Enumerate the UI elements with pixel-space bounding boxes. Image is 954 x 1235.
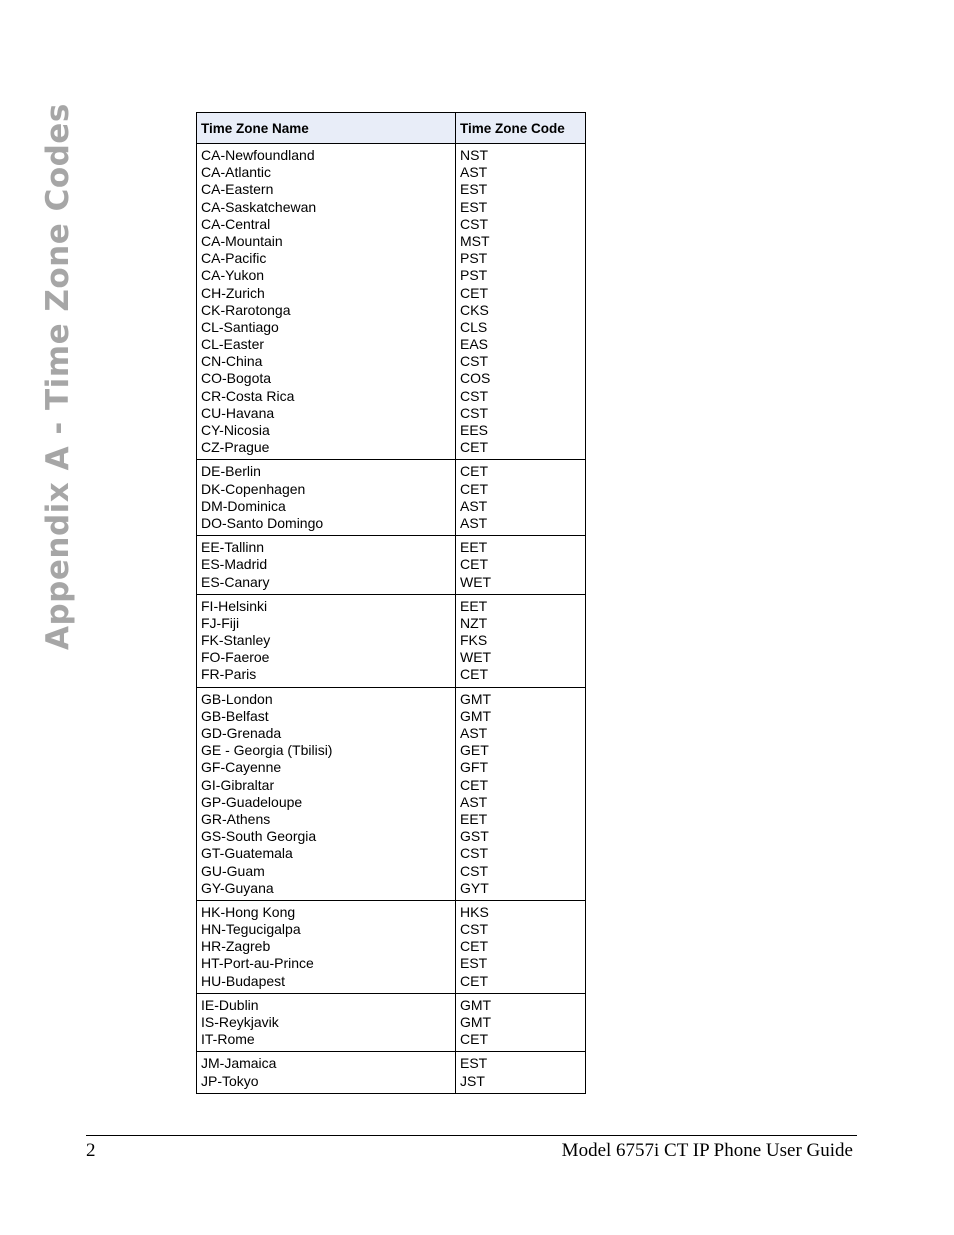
guide-title: Model 6757i CT IP Phone User Guide: [561, 1140, 853, 1161]
time-zone-code: HKS: [460, 903, 489, 920]
time-zone-code: EET: [460, 810, 488, 827]
time-zone-code: CST: [460, 921, 488, 938]
time-zone-code: CST: [460, 862, 488, 879]
time-zone-name: IT-Rome: [201, 1031, 255, 1048]
time-zone-code: PST: [460, 250, 488, 267]
time-zone-name: GE - Georgia (Tbilisi): [201, 742, 333, 759]
time-zone-code: PST: [460, 267, 488, 284]
time-zone-name: GS-South Georgia: [201, 828, 317, 845]
time-zone-name: IE-Dublin: [201, 996, 259, 1013]
time-zone-code: CET: [460, 439, 488, 456]
time-zone-code: GMT: [460, 707, 492, 724]
time-zone-code-cell: [456, 900, 586, 993]
time-zone-name: GF-Cayenne: [201, 759, 282, 776]
table-row: [197, 900, 586, 993]
time-zone-code-cell: [456, 460, 586, 536]
table-header-row: [197, 113, 586, 144]
time-zone-name-cell: [197, 1052, 456, 1093]
time-zone-name: CH-Zurich: [201, 284, 265, 301]
time-zone-code: EST: [460, 198, 488, 215]
time-zone-code-cell: [456, 1052, 586, 1093]
time-zone-name: JM-Jamaica: [201, 1055, 277, 1072]
time-zone-code: CET: [460, 776, 488, 793]
time-zone-name: IS-Reykjavik: [201, 1014, 279, 1030]
time-zone-code: GST: [460, 828, 489, 845]
time-zone-code: JST: [460, 1072, 485, 1089]
time-zone-name: HT-Port-au-Prince: [201, 955, 314, 972]
table-row: [197, 1052, 586, 1093]
time-zone-name: EE-Tallinn: [201, 539, 265, 556]
time-zone-name: GB-London: [201, 690, 273, 707]
time-zone-name-cell: [197, 460, 456, 536]
table-row: [197, 144, 586, 460]
time-zone-code: AST: [460, 497, 488, 514]
time-zone-name: CN-China: [201, 353, 263, 370]
time-zone-name: CA-Pacific: [201, 250, 267, 267]
table-row: [197, 460, 586, 536]
time-zone-code: CET: [460, 556, 488, 573]
header-time-zone-code: Time Zone Code: [456, 113, 586, 144]
time-zone-code: CLS: [460, 318, 488, 335]
time-zone-code: EET: [460, 597, 488, 614]
time-zone-name-cell: [197, 144, 456, 460]
time-zone-code: GMT: [460, 1014, 492, 1030]
time-zone-code: GMT: [460, 996, 492, 1013]
appendix-side-title: [38, 103, 78, 650]
time-zone-code: AST: [460, 514, 488, 531]
time-zone-name: CR-Costa Rica: [201, 387, 295, 404]
time-zone-name: FI-Helsinki: [201, 597, 268, 614]
time-zone-name: HN-Tegucigalpa: [201, 921, 301, 938]
time-zone-code: EET: [460, 539, 488, 556]
time-zone-name: CA-Atlantic: [201, 164, 272, 181]
time-zone-code: EES: [460, 422, 489, 438]
time-zone-code: AST: [460, 725, 488, 741]
time-zone-name: FR-Paris: [201, 666, 257, 683]
time-zone-name: GT-Guatemala: [201, 845, 293, 862]
time-zone-name: CK-Rarotonga: [201, 301, 291, 318]
time-zone-code: CET: [460, 1031, 488, 1048]
time-zone-code: EST: [460, 1055, 488, 1072]
header-time-zone-name: Time Zone Name: [197, 113, 456, 144]
time-zone-name: CA-Eastern: [201, 181, 274, 198]
time-zone-code: CST: [460, 387, 488, 404]
time-zone-code-cell: [456, 536, 586, 595]
time-zone-name-cell: [197, 594, 456, 687]
time-zone-name: GB-Belfast: [201, 707, 269, 724]
time-zone-name-cell: [197, 900, 456, 993]
time-zone-name: GU-Guam: [201, 862, 265, 879]
time-zone-code: CKS: [460, 301, 489, 318]
time-zone-code: AST: [460, 793, 488, 810]
time-zone-code: GFT: [460, 759, 488, 776]
time-zone-code: CST: [460, 845, 488, 862]
time-zone-name-cell: [197, 993, 456, 1052]
time-zone-code: COS: [460, 370, 491, 387]
time-zone-code: EAS: [460, 336, 489, 353]
time-zone-code: FKS: [460, 632, 488, 649]
table-row: [197, 687, 586, 900]
time-zone-name: HR-Zagreb: [201, 938, 271, 955]
time-zone-name: GY-Guyana: [201, 879, 274, 896]
time-zone-code: CET: [460, 480, 488, 497]
time-zone-code-cell: [456, 594, 586, 687]
time-zone-code: MST: [460, 232, 490, 249]
time-zone-name-cell: [197, 536, 456, 595]
table-row: [197, 993, 586, 1052]
time-zone-code: AST: [460, 164, 488, 181]
time-zone-code: GET: [460, 742, 489, 759]
time-zone-name: GP-Guadeloupe: [201, 793, 303, 810]
time-zone-name-cell: [197, 687, 456, 900]
time-zone-code: CET: [460, 666, 488, 683]
time-zone-code: WET: [460, 649, 492, 666]
time-zone-name: CY-Nicosia: [201, 422, 270, 438]
time-zone-name: ES-Canary: [201, 573, 270, 590]
time-zone-name: FJ-Fiji: [201, 614, 240, 631]
time-zone-name: CU-Havana: [201, 404, 275, 421]
time-zone-name: FK-Stanley: [201, 632, 271, 649]
time-zone-name: CZ-Prague: [201, 439, 270, 456]
time-zone-code: NZT: [460, 614, 488, 631]
time-zone-name: CA-Mountain: [201, 232, 283, 249]
time-zone-name: CA-Newfoundland: [201, 147, 315, 163]
time-zone-code: NST: [460, 147, 488, 163]
time-zone-name: CA-Saskatchewan: [201, 198, 317, 215]
time-zone-name: GD-Grenada: [201, 725, 282, 741]
time-zone-code: GMT: [460, 690, 492, 707]
time-zone-name: DM-Dominica: [201, 497, 286, 514]
time-zone-code: CET: [460, 284, 488, 301]
time-zone-code: CET: [460, 972, 488, 989]
time-zone-name: CL-Easter: [201, 336, 265, 353]
time-zone-name: CA-Yukon: [201, 267, 265, 284]
appendix-side-title-text: Appendix A - Time Zone Codes: [40, 103, 76, 650]
time-zone-code: CST: [460, 215, 488, 232]
time-zone-name: FO-Faeroe: [201, 649, 270, 666]
table-row: [197, 594, 586, 687]
time-zone-name: GI-Gibraltar: [201, 776, 275, 793]
page-number: 2: [86, 1140, 96, 1161]
time-zone-code-cell: [456, 993, 586, 1052]
table-row: [197, 536, 586, 595]
time-zone-code: GYT: [460, 879, 489, 896]
time-zone-code: WET: [460, 573, 492, 590]
time-zone-code: CET: [460, 463, 488, 480]
footer-rule: [86, 1135, 857, 1136]
time-zone-name: CA-Central: [201, 215, 271, 232]
time-zone-name: DK-Copenhagen: [201, 480, 306, 497]
time-zone-code: CET: [460, 938, 488, 955]
time-zone-code: EST: [460, 955, 488, 972]
time-zone-name: DO-Santo Domingo: [201, 514, 324, 531]
time-zone-code: CST: [460, 353, 488, 370]
time-zone-name: CL-Santiago: [201, 318, 279, 335]
time-zone-code: EST: [460, 181, 488, 198]
time-zone-name: HU-Budapest: [201, 972, 286, 989]
time-zone-name: ES-Madrid: [201, 556, 268, 573]
time-zone-name: CO-Bogota: [201, 370, 272, 387]
time-zone-name: GR-Athens: [201, 810, 271, 827]
time-zone-code-cell: [456, 144, 586, 460]
time-zone-code: CST: [460, 404, 488, 421]
time-zone-table-body: [197, 144, 586, 1094]
time-zone-table: [196, 112, 586, 1094]
time-zone-name: DE-Berlin: [201, 463, 261, 480]
time-zone-name: HK-Hong Kong: [201, 903, 296, 920]
time-zone-code-cell: [456, 687, 586, 900]
time-zone-name: JP-Tokyo: [201, 1072, 259, 1089]
